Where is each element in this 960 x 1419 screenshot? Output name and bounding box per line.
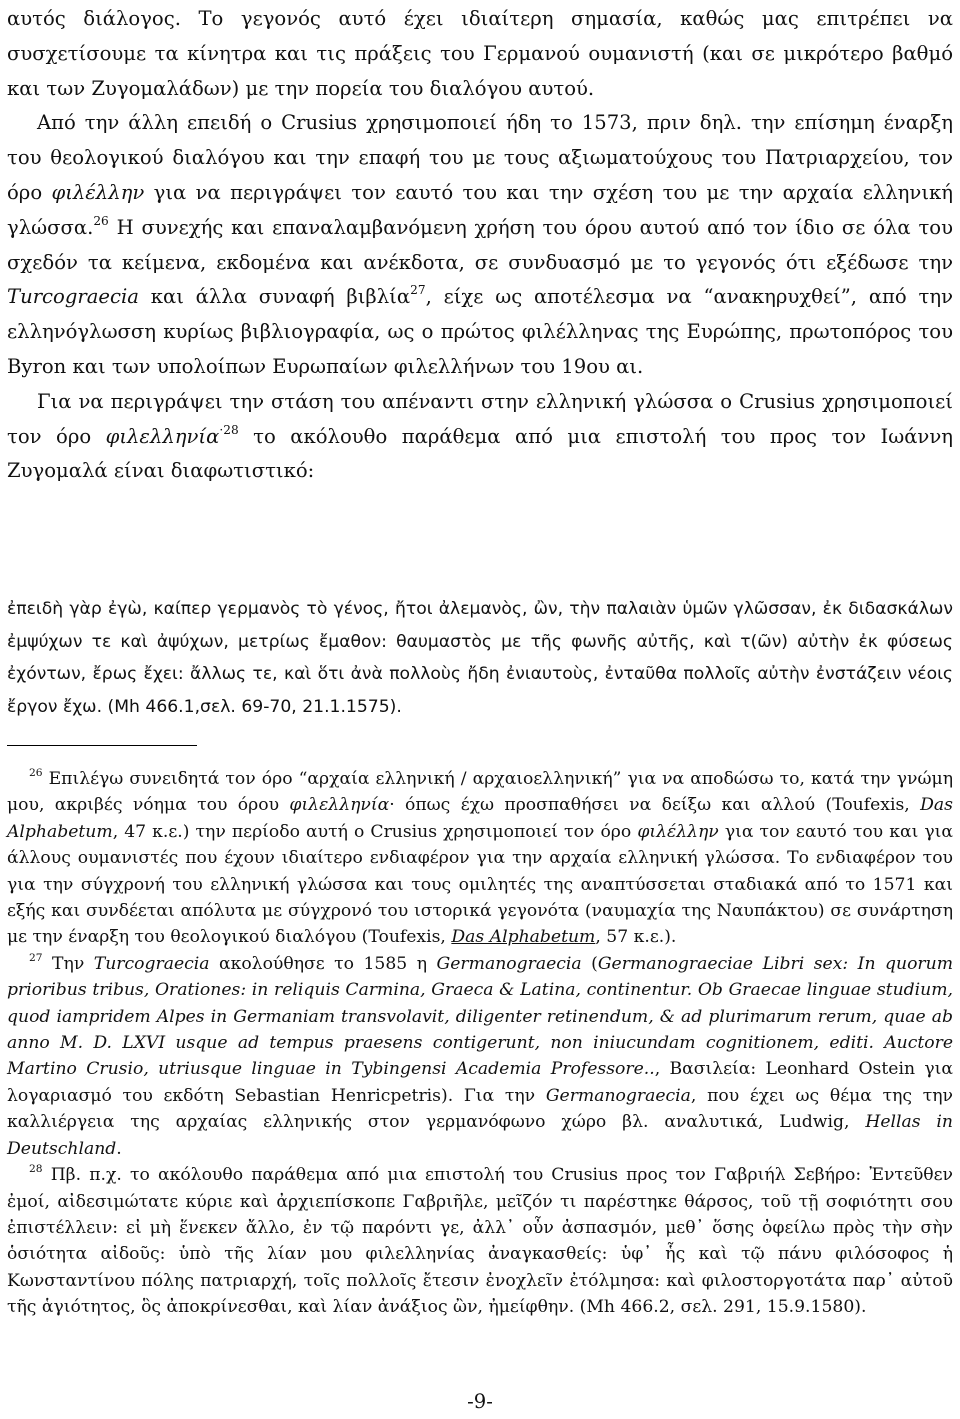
- italic-title: Hellas in Deutschland: [7, 1112, 953, 1159]
- document-page: [7, 0, 953, 1419]
- paragraph-text: , είχε ως αποτέλεσμα να “ανακηρυχθεί”, από την ελληνόγλωσση κυρίως βιβλιογραφία, ως ο πρώτος φιλέλληνας της Ευρώπης, πρωτοπόρος του Byron και των υπολοίπων Ευρωπαίων φιλελλήνων του 19ου αι.: [7, 285, 953, 378]
- paragraph-text: Η συνεχής και επαναλαμβανόμενη χρήση του όρου αυτού από τον ίδιο σε όλα του σχεδόν τα κείμενα, εκδομένα και ανέκδοτα, σε συνδυασμό με το γεγονός ότι εξέδωσε την: [7, 215, 953, 274]
- italic-title: Germanograeciae Libri sex: In quorum prioribus tribus, Orationes: in reliquis Carmina, Graeca & Latina, continentur. Ob Graecae linguae studium, quod iampridem Alpes in Germaniam transvolavit, diligenter retinendum, & ad plurimarum rerum, quae ab anno M. D. LXVI usque ad tempus praesens contigerunt, non iniucundam cognitionem, editi. Auctore Martino Crusio, utriusque linguae in Tybingensi Academia Professore..: [7, 953, 954, 1080]
- footnote-text: , 57 κ.ε.).: [595, 927, 677, 948]
- footnote-rule: [7, 745, 197, 746]
- paragraph-text: το ακόλουθο παράθεμα από μια επιστολή του προς τον Ιωάννη Ζυγομαλά είναι διαφωτιστικό:: [7, 424, 953, 483]
- footnote-number: 27: [29, 950, 43, 964]
- italic-title: Germanograecia: [545, 1085, 691, 1106]
- footnote-number: 28: [29, 1162, 43, 1176]
- italic-term: φιλέλλην: [51, 180, 145, 204]
- paragraph-text: και άλλα συναφή βιβλία: [138, 285, 411, 309]
- italic-title: Das Alphabetum: [7, 795, 953, 842]
- footnote-marker[interactable]: 27: [410, 283, 426, 298]
- footnote-marker[interactable]: 26: [93, 213, 109, 228]
- main-text: [7, 2, 953, 489]
- paragraph-text: αυτός διάλογος. Το γεγονός αυτό έχει ιδιαίτερη σημασία, καθώς μας επιτρέπει να συσχετίσουμε τα κίνητρα και τις πράξεις του Γερμανού ουμανιστή (και σε μικρότερο βαθμό και των Ζυγομαλάδων) με την πορεία του διαλόγου αυτού.: [7, 7, 953, 100]
- paragraph-1: [7, 2, 953, 106]
- paragraph-text: για να περιγράψει τον εαυτό του και την σχέση του με την αρχαία ελληνική γλώσσα.: [7, 180, 953, 239]
- footnote-text: .: [116, 1138, 122, 1159]
- italic-title: Germanograecia: [436, 953, 582, 974]
- footnote-marker[interactable]: ·28: [219, 422, 239, 437]
- footnote-28: [7, 1162, 953, 1320]
- footnote-26: [7, 766, 953, 951]
- italic-term: φιλέλλην: [637, 821, 719, 842]
- paragraph-text: Για να περιγράψει την στάση του απέναντι στην ελληνική γλώσσα ο Crusius χρησιμοποιεί τον όρο: [7, 389, 953, 448]
- footnote-text: για τον εαυτό του και για άλλους ουμανιστές που έχουν ιδιαίτερο ενδιαφέρον για την αρχαία ελληνική γλώσσα. Το ενδιαφέρον του για την σύγχρονή του ελληνική γλώσσα και τους ομιλητές της αναπτύσσεται σταδιακά από το 1571 και εξής και συνδέεται απόλυτα με σύγχρονό του ιστορικά γεγονότα (ναυμαχία της Ναυπάκτου) σε συνάρτηση με την έναρξη του θεολογικού διαλόγου (Toufexis,: [7, 821, 954, 948]
- footnote-27: [7, 951, 953, 1162]
- footnote-text: Επιλέγω συνειδητά τον όρο “αρχαία ελληνική / αρχαιοελληνική” για να αποδώσω το, κατά την γνώμη μου, ακριβές νόημα του όρου: [7, 769, 953, 816]
- italic-title: Turcograecia: [7, 285, 139, 309]
- page-number: -9-: [467, 1390, 493, 1413]
- footnote-number: 26: [29, 766, 43, 780]
- italic-title: Turcograecia: [93, 953, 210, 974]
- footnote-text: , Βασιλεία: Leonhard Ostein για λογαριασμό του εκδότη Sebastian Henricpetris). Για την: [7, 1059, 953, 1106]
- footnote-text: Πβ. π.χ. το ακόλουθο παράθεμα από μια επιστολή του Crusius προς τον Γαβριήλ Σεβήρο: Ἐντεῦθεν ἐμοί, αἰδεσιμώτατε κύριε καὶ ἀρχιεπίσκοπε Γαβριῆλε, μεῖζόν τι παρέστηκε θάρσος, τοῦ τῇ σοφιότητι σου ἐπιστέλλειν: εἰ μὴ ἕνεκεν ἄλλο, ἐν τῷ παρόντι γε, ἀλλ᾽ οὖν ἀσπασμόν, μεθ᾽ ὅσης ὀφείλω πρὸς τὴν σὴν ὁσιότητα αἰδοῦς: ὑπὸ τῆς λίαν μου φιλελληνίας ἀναγκασθείς: ὑφ᾽ ἧς καὶ τῷ πάνυ φιλόσοφος ἡ Κωνσταντίνου πόλης πατριαρχή, τοῖς πολλοῖς ἔτεσιν ἐνοχλεῖν ἐτόλμησα: καὶ φιλοστοργοτάτα παρ᾽ αὐτοῦ τῆς ἁγιότητος, ὃς ἀποκρίνεσθαι, καὶ λίαν ἀνάξιος ὢν, ἠμείφθην. (Mh 466.2, σελ. 291, 15.9.1580).: [7, 1165, 953, 1318]
- footnote-text: · όπως έχω προσπαθήσει να δείξω και αλλού (Toufexis,: [389, 795, 921, 816]
- footnotes: [7, 766, 953, 1321]
- paragraph-text: Από την άλλη επειδή ο Crusius χρησιμοποιεί ήδη το 1573, πριν δηλ. την επίσημη έναρξη του θεολογικού διαλόγου και την επαφή του με τους αξιωματούχους του Πατριαρχείου, τον όρο: [7, 111, 953, 204]
- footnote-text: (: [581, 953, 598, 974]
- italic-term: φιλελληνία: [105, 424, 220, 448]
- italic-title: Das Alphabetum: [451, 927, 596, 948]
- paragraph-3: [7, 385, 953, 489]
- footnote-text: , 47 κ.ε.) την περίοδο αυτή ο Crusius χρησιμοποιεί τον όρο: [112, 821, 638, 842]
- footnote-text: , που έχει ως θέμα της την καλλιέργεια της αρχαίας ελληνικής στον γερμανόφωνο χώρο βλ. αναλυτικά, Ludwig,: [7, 1085, 953, 1133]
- footnote-text: Την: [42, 953, 94, 974]
- italic-term: φιλελληνία: [289, 795, 390, 816]
- paragraph-2: [7, 106, 953, 384]
- footnote-text: ακολούθησε το 1585 η: [209, 953, 437, 974]
- block-quote: ἐπειδὴ γὰρ ἐγὼ, καίπερ γερμανὸς τὸ γένος, ἤτοι ἀλεμανὸς, ὢν, τὴν παλαιὰν ὑμῶν γλῶσσαν, ἐκ διδασκάλων ἐμψύχων τε καὶ ἀψύχων, μετρίως ἔμαθον: θαυμαστὸς με τῆς φωνῆς αὐτῆς, καὶ τ(ῶν) αὐτὴν ἐκ φύσεως ἐχόντων, ἔρως ἔχει: ἄλλως τε, καὶ ὅτι ἀνὰ πολλοὺς ἤδη ἐνιαυτοὺς, ἐνταῦθα πολλοῖς αὐτὴν ἐνστάζειν νέοις ἔργον ἔχω. (Mh 466.1,σελ. 69-70, 21.1.1575).: [7, 599, 953, 717]
